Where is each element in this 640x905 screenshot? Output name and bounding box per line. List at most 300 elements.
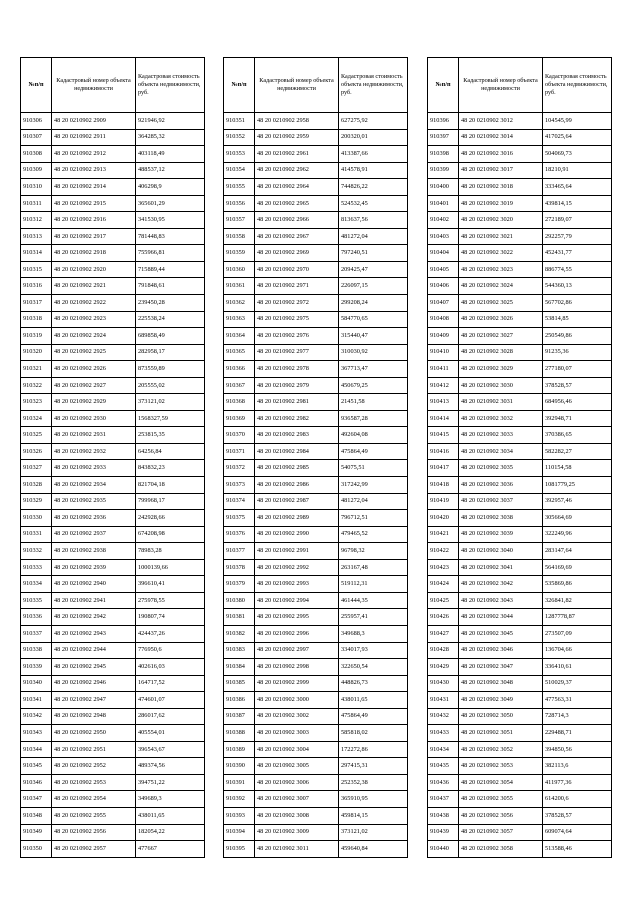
cadastral-number: 48 20 0210902 3019 [459,195,543,212]
table-row [224,510,408,527]
table-row [428,741,612,758]
cadastral-number: 48 20 0210902 3032 [459,410,543,427]
cadastral-cost: 796712,51 [339,510,408,527]
row-number: 910385 [224,675,255,692]
row-number: 910332 [21,543,52,560]
table-row [428,477,612,494]
row-number: 910428 [428,642,459,659]
table-row [224,559,408,576]
table-row [428,261,612,278]
cadastral-cost: 378528,57 [543,807,612,824]
cadastral-number: 48 20 0210902 2944 [52,642,136,659]
table-row [428,659,612,676]
row-number: 910360 [224,261,255,278]
table-row [428,543,612,560]
cadastral-number: 48 20 0210902 3008 [255,807,339,824]
row-number: 910411 [428,361,459,378]
cadastral-cost: 310030,92 [339,344,408,361]
cadastral-number: 48 20 0210902 3003 [255,725,339,742]
row-number: 910404 [428,245,459,262]
cadastral-number: 48 20 0210902 2923 [52,311,136,328]
cadastral-number: 48 20 0210902 2948 [52,708,136,725]
cadastral-cost: 424437,26 [136,625,205,642]
cadastral-number: 48 20 0210902 3041 [459,559,543,576]
cadastral-cost: 392948,71 [543,410,612,427]
cadastral-cost: 370386,65 [543,427,612,444]
header-num: №п/п [224,58,255,113]
table-row [428,394,612,411]
row-number: 910414 [428,410,459,427]
row-number: 910393 [224,807,255,824]
row-number: 910424 [428,576,459,593]
row-number: 910439 [428,824,459,841]
table-row [224,758,408,775]
cadastral-cost: 797240,51 [339,245,408,262]
table-row [224,841,408,858]
table-header-row [21,58,205,113]
cadastral-cost: 209425,47 [339,261,408,278]
cadastral-number: 48 20 0210902 2967 [255,228,339,245]
row-number: 910333 [21,559,52,576]
header-cadastral-number: Кадастровый номер объекта недвижимости [255,58,339,113]
table-header-row [428,58,612,113]
row-number: 910416 [428,443,459,460]
row-number: 910419 [428,493,459,510]
cadastral-cost: 873559,89 [136,361,205,378]
table-header-row [224,58,408,113]
row-number: 910365 [224,344,255,361]
table-row [428,791,612,808]
row-number: 910347 [21,791,52,808]
table-row [428,807,612,824]
cadastral-cost: 477667 [136,841,205,858]
cadastral-number: 48 20 0210902 3036 [459,477,543,494]
cadastral-number: 48 20 0210902 3051 [459,725,543,742]
cadastral-cost: 54075,51 [339,460,408,477]
row-number: 910364 [224,328,255,345]
cadastral-number: 48 20 0210902 2927 [52,377,136,394]
cadastral-cost: 364285,32 [136,129,205,146]
table-row [428,510,612,527]
row-number: 910309 [21,162,52,179]
cadastral-number: 48 20 0210902 2993 [255,576,339,593]
table-row [428,295,612,312]
cadastral-number: 48 20 0210902 3004 [255,741,339,758]
table-row [428,609,612,626]
cadastral-number: 48 20 0210902 2970 [255,261,339,278]
cadastral-number: 48 20 0210902 2930 [52,410,136,427]
table-row [21,625,205,642]
cadastral-cost: 584770,65 [339,311,408,328]
row-number: 910307 [21,129,52,146]
cadastral-number: 48 20 0210902 3016 [459,146,543,163]
cadastral-cost: 544360,13 [543,278,612,295]
row-number: 910370 [224,427,255,444]
cadastral-number: 48 20 0210902 3024 [459,278,543,295]
cadastral-number: 48 20 0210902 2909 [52,113,136,130]
cadastral-cost: 402616,03 [136,659,205,676]
cadastral-cost: 104545,99 [543,113,612,130]
cadastral-cost: 459814,15 [339,807,408,824]
cadastral-cost: 715889,44 [136,261,205,278]
table-row [428,162,612,179]
row-number: 910322 [21,377,52,394]
row-number: 910348 [21,807,52,824]
row-number: 910341 [21,692,52,709]
table-row [21,146,205,163]
cadastral-number: 48 20 0210902 2971 [255,278,339,295]
cadastral-number: 48 20 0210902 2925 [52,344,136,361]
table-row [21,245,205,262]
cadastral-cost: 403118,49 [136,146,205,163]
cadastral-cost: 283147,64 [543,543,612,560]
table-row [21,526,205,543]
row-number: 910379 [224,576,255,593]
cadastral-cost: 477563,31 [543,692,612,709]
table-row [224,741,408,758]
row-number: 910390 [224,758,255,775]
cadastral-cost: 297415,31 [339,758,408,775]
header-cadastral-cost: Кадастровая стоимость объекта недвижимости, руб. [136,58,205,113]
header-cadastral-number: Кадастровый номер объекта недвижимости [459,58,543,113]
cadastral-cost: 489374,56 [136,758,205,775]
row-number: 910413 [428,394,459,411]
cadastral-cost: 96798,32 [339,543,408,560]
cadastral-cost: 406298,9 [136,179,205,196]
cadastral-number: 48 20 0210902 2972 [255,295,339,312]
cadastral-number: 48 20 0210902 3018 [459,179,543,196]
cadastral-cost: 378528,57 [543,377,612,394]
row-number: 910340 [21,675,52,692]
cadastral-cost: 64256,84 [136,443,205,460]
table-row [21,361,205,378]
cadastral-cost: 253815,35 [136,427,205,444]
table-row [21,311,205,328]
row-number: 910408 [428,311,459,328]
cadastral-cost: 582282,27 [543,443,612,460]
table-body [21,113,205,858]
table-row [224,807,408,824]
cadastral-cost: 524532,45 [339,195,408,212]
table-row [428,245,612,262]
table-row [224,361,408,378]
cadastral-cost: 225538,24 [136,311,205,328]
cadastral-cost: 504069,73 [543,146,612,163]
cadastral-cost: 627275,92 [339,113,408,130]
header-cadastral-number: Кадастровый номер объекта недвижимости [52,58,136,113]
row-number: 910426 [428,609,459,626]
table-row [21,477,205,494]
cadastral-number: 48 20 0210902 2986 [255,477,339,494]
table-row [21,162,205,179]
cadastral-number: 48 20 0210902 2994 [255,592,339,609]
cadastral-number: 48 20 0210902 3045 [459,625,543,642]
cadastral-number: 48 20 0210902 2915 [52,195,136,212]
cadastral-number: 48 20 0210902 3037 [459,493,543,510]
table-row [21,659,205,676]
cadastral-number: 48 20 0210902 3009 [255,824,339,841]
cadastral-number: 48 20 0210902 2966 [255,212,339,229]
row-number: 910358 [224,228,255,245]
row-number: 910368 [224,394,255,411]
cadastral-cost: 226097,15 [339,278,408,295]
table-row [224,311,408,328]
row-number: 910339 [21,659,52,676]
cadastral-number: 48 20 0210902 2918 [52,245,136,262]
cadastral-number: 48 20 0210902 3027 [459,328,543,345]
row-number: 910391 [224,774,255,791]
table-row [428,675,612,692]
table-row [428,195,612,212]
cadastral-cost: 411977,36 [543,774,612,791]
row-number: 910310 [21,179,52,196]
row-number: 910381 [224,609,255,626]
cadastral-number: 48 20 0210902 3057 [459,824,543,841]
row-number: 910306 [21,113,52,130]
table-row [21,510,205,527]
table-row [21,344,205,361]
cadastral-number: 48 20 0210902 3002 [255,708,339,725]
cadastral-cost: 438011,65 [339,692,408,709]
table-row [21,725,205,742]
row-number: 910386 [224,692,255,709]
table-row [21,791,205,808]
cadastral-number: 48 20 0210902 2935 [52,493,136,510]
header-num: №п/п [21,58,52,113]
table-row [21,377,205,394]
row-number: 910384 [224,659,255,676]
cadastral-number: 48 20 0210902 3021 [459,228,543,245]
cadastral-cost: 417025,64 [543,129,612,146]
table-row [224,344,408,361]
cadastral-cost: 1287778,87 [543,609,612,626]
cadastral-number: 48 20 0210902 2938 [52,543,136,560]
cadastral-number: 48 20 0210902 2961 [255,146,339,163]
cadastral-cost: 1000139,66 [136,559,205,576]
cadastral-cost: 481272,04 [339,493,408,510]
table-row [428,625,612,642]
table-row [21,692,205,709]
cadastral-cost: 341530,95 [136,212,205,229]
cadastral-number: 48 20 0210902 2959 [255,129,339,146]
cadastral-number: 48 20 0210902 2978 [255,361,339,378]
table-row [224,659,408,676]
cadastral-cost: 488537,12 [136,162,205,179]
cadastral-number: 48 20 0210902 2995 [255,609,339,626]
cadastral-number: 48 20 0210902 2929 [52,394,136,411]
row-number: 910329 [21,493,52,510]
cadastral-number: 48 20 0210902 2924 [52,328,136,345]
cadastral-cost: 349689,3 [136,791,205,808]
row-number: 910318 [21,311,52,328]
row-number: 910314 [21,245,52,262]
row-number: 910378 [224,559,255,576]
cadastral-cost: 438011,65 [136,807,205,824]
table-row [224,377,408,394]
cadastral-number: 48 20 0210902 2955 [52,807,136,824]
cadastral-number: 48 20 0210902 3028 [459,344,543,361]
cadastral-number: 48 20 0210902 2946 [52,675,136,692]
cadastral-number: 48 20 0210902 3030 [459,377,543,394]
row-number: 910375 [224,510,255,527]
cadastral-number: 48 20 0210902 2999 [255,675,339,692]
table-row [224,774,408,791]
table-row [428,443,612,460]
cadastral-table-2 [223,57,408,858]
row-number: 910320 [21,344,52,361]
cadastral-number: 48 20 0210902 3052 [459,741,543,758]
table-row [224,791,408,808]
table-row [224,261,408,278]
row-number: 910313 [21,228,52,245]
row-number: 910420 [428,510,459,527]
cadastral-number: 48 20 0210902 2952 [52,758,136,775]
table-row [224,526,408,543]
row-number: 910438 [428,807,459,824]
row-number: 910396 [428,113,459,130]
table-row [428,410,612,427]
cadastral-cost: 479465,52 [339,526,408,543]
cadastral-number: 48 20 0210902 2913 [52,162,136,179]
cadastral-cost: 334017,93 [339,642,408,659]
cadastral-number: 48 20 0210902 3006 [255,774,339,791]
table-row [224,427,408,444]
row-number: 910336 [21,609,52,626]
row-number: 910383 [224,642,255,659]
table-row [428,758,612,775]
cadastral-number: 48 20 0210902 2921 [52,278,136,295]
cadastral-number: 48 20 0210902 2957 [52,841,136,858]
cadastral-cost: 229488,71 [543,725,612,742]
table-row [21,841,205,858]
row-number: 910326 [21,443,52,460]
cadastral-cost: 322650,54 [339,659,408,676]
cadastral-cost: 414578,91 [339,162,408,179]
table-row [224,692,408,709]
row-number: 910429 [428,659,459,676]
table-row [224,675,408,692]
table-row [428,708,612,725]
cadastral-number: 48 20 0210902 3054 [459,774,543,791]
cadastral-cost: 921946,92 [136,113,205,130]
cadastral-cost: 791848,61 [136,278,205,295]
cadastral-number: 48 20 0210902 3039 [459,526,543,543]
cadastral-cost: 252352,38 [339,774,408,791]
table-row [224,278,408,295]
cadastral-number: 48 20 0210902 3020 [459,212,543,229]
cadastral-number: 48 20 0210902 2984 [255,443,339,460]
table-row [428,228,612,245]
cadastral-cost: 452431,77 [543,245,612,262]
row-number: 910343 [21,725,52,742]
cadastral-number: 48 20 0210902 2989 [255,510,339,527]
row-number: 910311 [21,195,52,212]
row-number: 910367 [224,377,255,394]
row-number: 910369 [224,410,255,427]
cadastral-number: 48 20 0210902 2936 [52,510,136,527]
cadastral-number: 48 20 0210902 3038 [459,510,543,527]
cadastral-cost: 781448,83 [136,228,205,245]
row-number: 910427 [428,625,459,642]
cadastral-number: 48 20 0210902 3007 [255,791,339,808]
table-row [21,328,205,345]
cadastral-cost: 326841,82 [543,592,612,609]
cadastral-cost: 461444,35 [339,592,408,609]
cadastral-number: 48 20 0210902 2996 [255,625,339,642]
table-row [224,708,408,725]
table-row [21,179,205,196]
table-row [428,774,612,791]
table-row [21,642,205,659]
cadastral-cost: 282958,17 [136,344,205,361]
row-number: 910377 [224,543,255,560]
cadastral-number: 48 20 0210902 2937 [52,526,136,543]
table-row [428,559,612,576]
table-row [224,493,408,510]
row-number: 910319 [21,328,52,345]
cadastral-number: 48 20 0210902 3012 [459,113,543,130]
cadastral-number: 48 20 0210902 2983 [255,427,339,444]
table-row [21,113,205,130]
table-row [428,146,612,163]
table-row [428,576,612,593]
cadastral-cost: 305664,69 [543,510,612,527]
table-row [224,725,408,742]
cadastral-number: 48 20 0210902 2982 [255,410,339,427]
cadastral-number: 48 20 0210902 2922 [52,295,136,312]
cadastral-cost: 821704,18 [136,477,205,494]
row-number: 910421 [428,526,459,543]
table-row [21,394,205,411]
cadastral-cost: 373121,02 [136,394,205,411]
cadastral-cost: 349688,3 [339,625,408,642]
cadastral-cost: 689858,49 [136,328,205,345]
cadastral-number: 48 20 0210902 2964 [255,179,339,196]
row-number: 910356 [224,195,255,212]
row-number: 910380 [224,592,255,609]
cadastral-cost: 396543,67 [136,741,205,758]
table-row [224,460,408,477]
cadastral-number: 48 20 0210902 2958 [255,113,339,130]
table-row [428,692,612,709]
row-number: 910328 [21,477,52,494]
table-row [21,427,205,444]
row-number: 910431 [428,692,459,709]
cadastral-number: 48 20 0210902 3025 [459,295,543,312]
cadastral-cost: 439814,15 [543,195,612,212]
cadastral-cost: 936587,28 [339,410,408,427]
cadastral-cost: 242928,66 [136,510,205,527]
table-row [21,609,205,626]
row-number: 910350 [21,841,52,858]
cadastral-cost: 564169,69 [543,559,612,576]
header-cadastral-cost: Кадастровая стоимость объекта недвижимости, руб. [339,58,408,113]
cadastral-number: 48 20 0210902 2931 [52,427,136,444]
cadastral-number: 48 20 0210902 2981 [255,394,339,411]
row-number: 910388 [224,725,255,742]
table-row [21,741,205,758]
cadastral-cost: 18210,91 [543,162,612,179]
cadastral-cost: 91235,36 [543,344,612,361]
row-number: 910389 [224,741,255,758]
cadastral-number: 48 20 0210902 2912 [52,146,136,163]
row-number: 910405 [428,261,459,278]
cadastral-number: 48 20 0210902 3042 [459,576,543,593]
table-row [224,129,408,146]
row-number: 910355 [224,179,255,196]
cadastral-cost: 684956,46 [543,394,612,411]
cadastral-cost: 78983,28 [136,543,205,560]
